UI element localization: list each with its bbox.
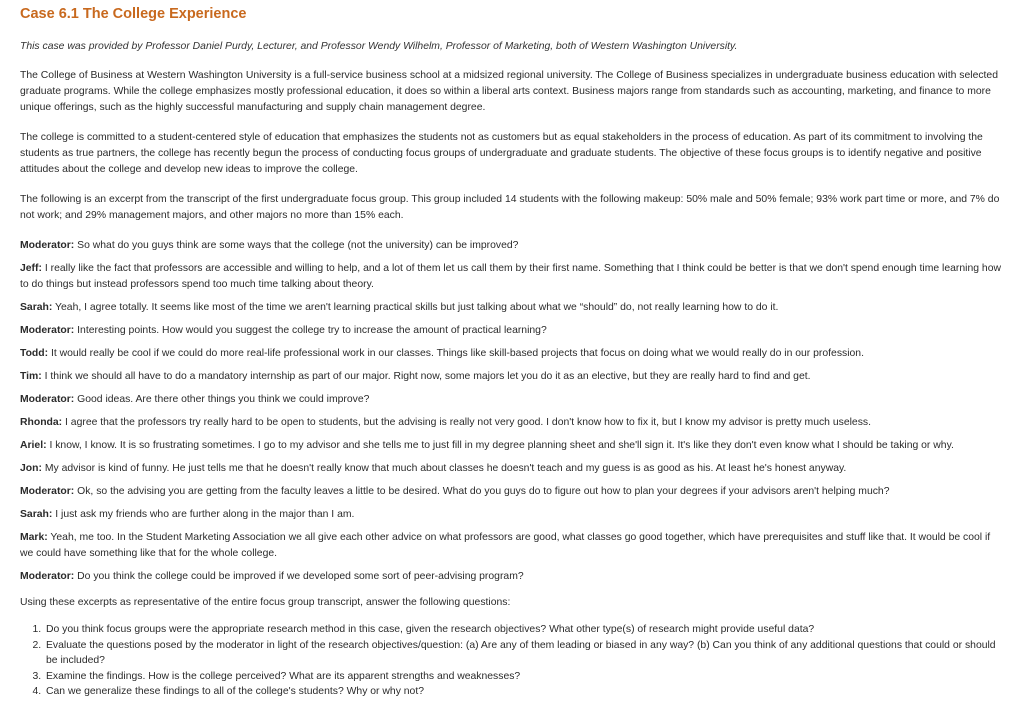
speaker-text: It would really be cool if we could do more real-life professional work in our classes. Things like skill-based projects that focus on doing what we would really do in our profession. <box>50 348 864 359</box>
question-item: 2. Evaluate the questions posed by the moderator in light of the research objectives/question: (a) Are any of them leading or biased in any way? (b) Can you think of any additional questions that could or should be included? <box>44 638 1004 669</box>
speaker-name: Todd: <box>20 348 49 359</box>
speaker-text: I just ask my friends who are further along in the major than I am. <box>55 509 355 520</box>
questions-list <box>20 622 1004 700</box>
intro-paragraph-1: The College of Business at Western Washington University is a full-service business school at a midsized regional university. The College of Business specializes in undergraduate business education with selected graduate programs. While the college emphasizes mostly professional education, it does so within a liberal arts context. Business majors range from standards such as accounting, marketing, and finance to more unique offerings, such as the highly successful manufacturing and supply chain management degree. <box>20 70 998 113</box>
transcript-line <box>20 438 1004 454</box>
speaker-text: Good ideas. Are there other things you think we could improve? <box>77 394 370 405</box>
speaker-name: Moderator: <box>20 240 75 251</box>
speaker-text: I really like the fact that professors are accessible and willing to help, and a lot of them let us call them by their first name. Something that I think could be better is that we don't spend enough time learning how to do things but instead professors spend too much time talking about theory. <box>20 263 1001 290</box>
speaker-name: Moderator: <box>20 486 75 497</box>
speaker-text: My advisor is kind of funny. He just tells me that he doesn't really know that much about classes he doesn't teach and my guess is as good as his. At least he's honest anyway. <box>44 463 847 474</box>
intro-paragraph-2: The college is committed to a student-centered style of education that emphasizes the students not as customers but as equal stakeholders in the process of education. As part of its commitment to involving the students as true partners, the college has recently begun the process of conducting focus groups of undergraduate and graduate students. The objective of these focus groups is to identify negative and positive attitudes about the college and develop new ideas to improve the college. <box>20 132 983 175</box>
speaker-name: Jon: <box>20 463 42 474</box>
speaker-name: Sarah: <box>20 302 53 313</box>
transcript-line <box>20 415 1004 431</box>
transcript-line <box>20 392 1004 408</box>
speaker-text: Do you think the college could be improved if we developed some sort of peer-advising program? <box>77 571 524 582</box>
case-title: Case 6.1 The College Experience <box>20 6 247 22</box>
speaker-name: Sarah: <box>20 509 53 520</box>
questions-intro: Using these excerpts as representative of the entire focus group transcript, answer the following questions: <box>20 597 511 608</box>
transcript-line <box>20 323 1004 339</box>
transcript-line <box>20 261 1004 293</box>
speaker-text: So what do you guys think are some ways that the college (not the university) can be improved? <box>77 240 519 251</box>
focus-group-transcript <box>20 238 1004 585</box>
question-item: 4. Can we generalize these findings to all of the college's students? Why or why not? <box>44 684 1004 700</box>
transcript-line <box>20 238 1004 254</box>
transcript-line <box>20 569 1004 585</box>
speaker-text: I agree that the professors try really hard to be open to students, but the advising is really not very good. I don't know how to fix it, but I know my advisor is pretty much useless. <box>65 417 871 428</box>
case-credit: This case was provided by Professor Daniel Purdy, Lecturer, and Professor Wendy Wilhelm, Professor of Marketing, both of Western Washington University. <box>20 41 738 52</box>
speaker-name: Tim: <box>20 371 42 382</box>
transcript-line <box>20 530 1004 562</box>
speaker-text: Ok, so the advising you are getting from the faculty leaves a little to be desired. What do you guys do to figure out how to plan your degrees if your advisors aren't helping much? <box>77 486 890 497</box>
speaker-text: I think we should all have to do a mandatory internship as part of our major. Right now, some majors let you do it as an elective, but they are really hard to find and get. <box>44 371 811 382</box>
speaker-text: Yeah, me too. In the Student Marketing Association we all give each other advice on what professors are good, what classes go good together, which have prerequisites and stuff like that. It would be cool if we could have something like that for the whole college. <box>20 532 991 559</box>
speaker-name: Moderator: <box>20 325 75 336</box>
transcript-line <box>20 300 1004 316</box>
speaker-name: Moderator: <box>20 571 75 582</box>
transcript-line <box>20 346 1004 362</box>
speaker-name: Ariel: <box>20 440 47 451</box>
speaker-name: Jeff: <box>20 263 42 274</box>
speaker-name: Moderator: <box>20 394 75 405</box>
transcript-line <box>20 461 1004 477</box>
transcript-line <box>20 484 1004 500</box>
question-item: 3. Examine the findings. How is the college perceived? What are its apparent strengths and weaknesses? <box>44 669 1004 685</box>
speaker-text: I know, I know. It is so frustrating sometimes. I go to my advisor and she tells me to just fill in my degree planning sheet and she'll sign it. It's like they don't even know what I should be taking or why. <box>49 440 954 451</box>
transcript-line <box>20 369 1004 385</box>
speaker-text: Yeah, I agree totally. It seems like most of the time we aren't learning practical skills but just talking about what we “should” do, not really learning how to do it. <box>55 302 779 313</box>
transcript-line <box>20 507 1004 523</box>
speaker-name: Rhonda: <box>20 417 63 428</box>
intro-paragraph-3: The following is an excerpt from the transcript of the first undergraduate focus group. This group included 14 students with the following makeup: 50% male and 50% female; 93% work part time or more, and 7% do not work; and 29% management majors, and other majors no more than 15% each. <box>20 194 1000 221</box>
speaker-text: Interesting points. How would you suggest the college try to increase the amount of practical learning? <box>77 325 547 336</box>
speaker-name: Mark: <box>20 532 48 543</box>
question-item: 1. Do you think focus groups were the appropriate research method in this case, given the research objectives? What other type(s) of research might provide useful data? <box>44 622 1004 638</box>
